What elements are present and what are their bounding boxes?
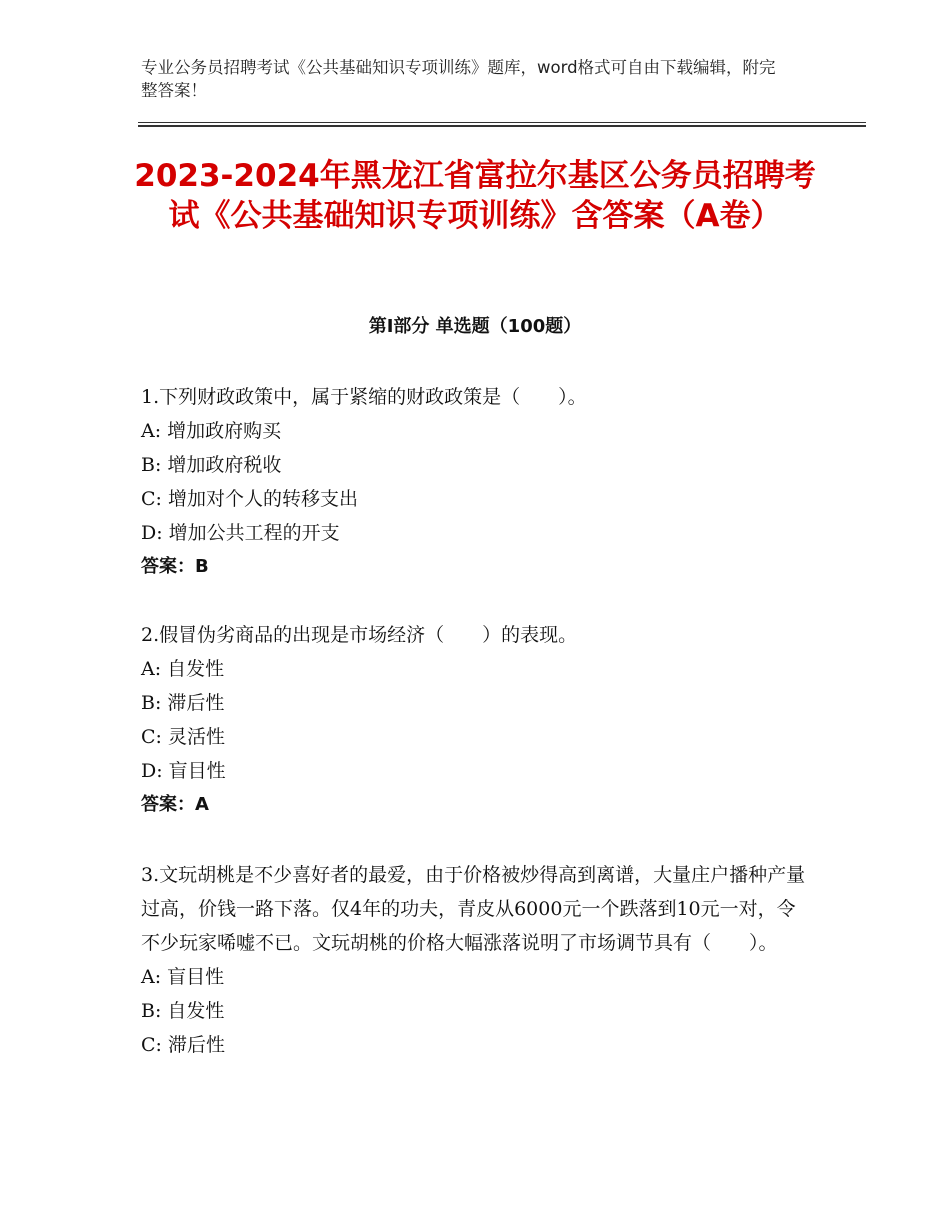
option-d: D: 增加公共工程的开支 [141, 522, 340, 544]
question-stem: 3.文玩胡桃是不少喜好者的最爱，由于价格被炒得高到离谱，大量庄户播种产量过高，价钱一路下落。仅4年的功夫，青皮从6000元一个跌落到10元一对，令不少玩家唏嘘不已。文玩胡桃的价格大幅涨落说明了市场调节具有（ ）。 [141, 864, 806, 954]
section-heading: 第Ⅰ部分 单选题（100题） [368, 316, 582, 337]
question-3 [141, 858, 811, 1062]
option-c: C: 增加对个人的转移支出 [141, 488, 358, 510]
option-c: C: 灵活性 [141, 726, 225, 748]
option-b: B: 增加政府税收 [141, 454, 282, 476]
option-b: B: 自发性 [141, 1000, 225, 1022]
header-note: 专业公务员招聘考试《公共基础知识专项训练》题库，word格式可自由下载编辑，附完整答案！ [141, 58, 776, 100]
document-title: 2023-2024年黑龙江省富拉尔基区公务员招聘考试《公共基础知识专项训练》含答案（A卷） [134, 158, 816, 234]
option-c: C: 滞后性 [141, 1034, 225, 1056]
header-rule-thin [138, 122, 866, 123]
option-b: B: 滞后性 [141, 692, 225, 714]
question-2 [141, 618, 811, 822]
header-rule-thick [138, 125, 866, 127]
answer: 答案：A [141, 794, 209, 815]
question-1 [141, 380, 811, 584]
option-a: A: 增加政府购买 [141, 420, 282, 442]
option-d: D: 盲目性 [141, 760, 226, 782]
question-stem: 2.假冒伪劣商品的出现是市场经济（ ）的表现。 [141, 624, 578, 646]
answer: 答案：B [141, 556, 209, 577]
option-a: A: 盲目性 [141, 966, 225, 988]
option-a: A: 自发性 [141, 658, 225, 680]
question-stem: 1.下列财政政策中，属于紧缩的财政政策是（ ）。 [141, 386, 587, 408]
